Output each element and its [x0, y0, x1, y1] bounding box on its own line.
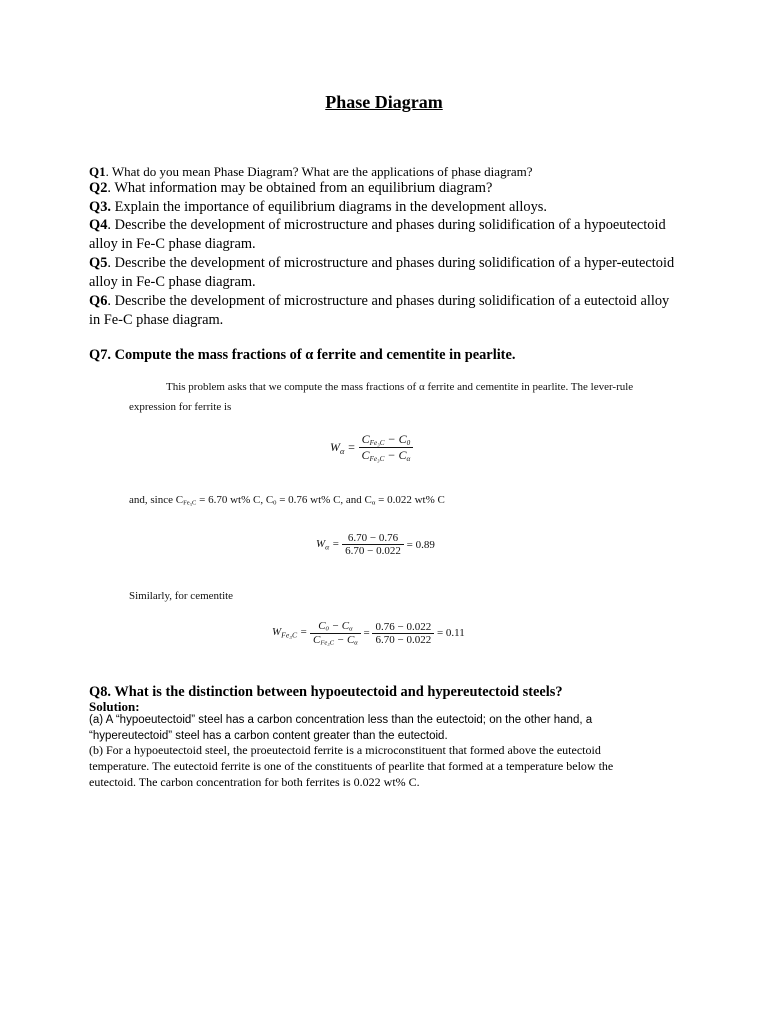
q8-part-b-line3: eutectoid. The carbon concentration for both ferrites is 0.022 wt% C. [89, 775, 420, 789]
equation-cementite-result: $W_{Fe_3C}$ = $\frac{C0 - C\alpha}{\text{CFe₃C − Cα}}$ = $\frac{0.76 - 0.022}{6.70 - 0.022}$ = 0.11 [272, 620, 465, 647]
q7-intro-line1: This problem asks that we compute the mass fractions of α ferrite and cementite in pearlite. The lever-rule [166, 381, 634, 393]
q7-heading: Q7. Compute the mass fractions of α ferrite and cementite in pearlite. [89, 347, 516, 363]
q7-given-values: and, since CFe₃C = 6.70 wt% C, C0 = 0.76 wt% C, and Cα = 0.022 wt% C [129, 494, 445, 507]
q8-solution-label: Solution: [89, 699, 140, 714]
q8-part-a-line1: (a) A “hypoeutectoid” steel has a carbon concentration less than the eutectoid; on the other hand, a [89, 714, 593, 726]
page-title: Phase Diagram [325, 92, 443, 112]
question-4: Q4. Describe the development of microstructure and phases during solidification of a hypoeutectoid alloy in Fe-C phase diagram. [89, 217, 666, 252]
equation-ferrite-result: $W_\alpha$ = $\frac{6.70 - 0.76}{6.70 - 0.022}$ = 0.89 [316, 532, 435, 557]
equation-ferrite-lever-rule: $W_\alpha$ = $\frac{\text{CFe₃C − C0}}{\text{CFe₃C − Cα}}$ [330, 432, 413, 463]
q7-intro-line2: expression for ferrite is [129, 401, 232, 413]
question-6: Q6. Describe the development of microstructure and phases during solidification of a eutectoid alloy in Fe-C phase diagram. [89, 293, 670, 328]
q8-heading: Q8. What is the distinction between hypoeutectoid and hypereutectoid steels? [89, 684, 563, 700]
q8-part-b-line2: temperature. The eutectoid ferrite is one of the constituents of pearlite that formed at a temperature below the [89, 759, 614, 773]
q8-part-a-line2: “hypereutectoid” steel has a carbon content greater than the eutectoid. [89, 730, 448, 742]
q7-similarly: Similarly, for cementite [129, 590, 234, 602]
question-3: Q3. Explain the importance of equilibrium diagrams in the development alloys. [89, 199, 548, 215]
question-2: Q2. What information may be obtained from an equilibrium diagram? [89, 180, 493, 196]
question-5: Q5. Describe the development of microstructure and phases during solidification of a hyper-eutectoid alloy in Fe-C phase diagram. [89, 255, 675, 290]
q8-part-b-line1: (b) For a hypoeutectoid steel, the proeutectoid ferrite is a microconstituent that formed above the eutectoid [89, 743, 601, 757]
question-1: Q1. What do you mean Phase Diagram? What are the applications of phase diagram? [89, 164, 533, 179]
